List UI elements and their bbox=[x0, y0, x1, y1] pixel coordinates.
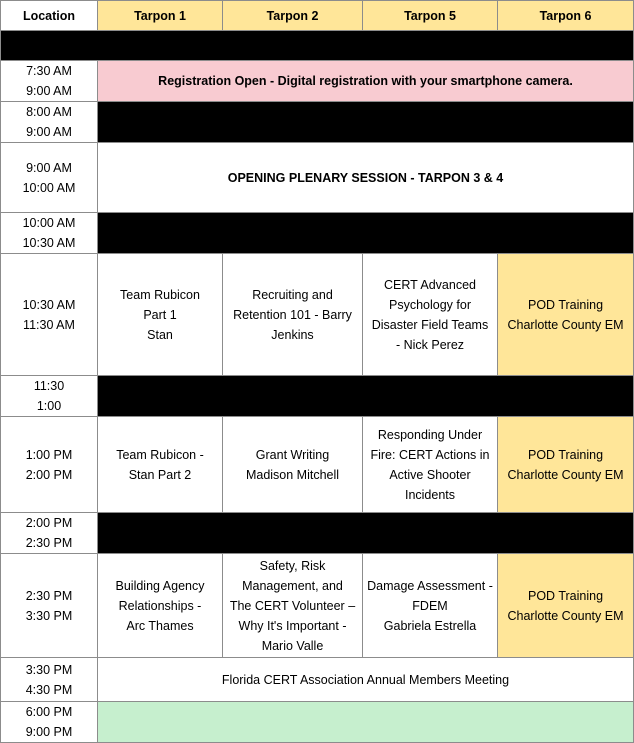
session-line: Relationships - bbox=[118, 598, 202, 613]
session-cell-tarpon-1 bbox=[98, 254, 223, 376]
end-time: 2:00 PM bbox=[25, 467, 73, 482]
start-time: 6:00 PM bbox=[25, 705, 73, 719]
room-header-tarpon-2: Tarpon 2 bbox=[223, 1, 363, 31]
session-cell-tarpon-5 bbox=[363, 554, 498, 658]
end-time: 4:30 PM bbox=[25, 682, 73, 697]
session-line: FDEM bbox=[412, 598, 448, 613]
time-cell bbox=[1, 658, 98, 702]
session-line: Disaster Field Teams bbox=[371, 317, 489, 332]
room-header-tarpon-6: Tarpon 6 bbox=[498, 1, 634, 31]
session-line: Jenkins bbox=[271, 327, 314, 342]
session-line: Incidents bbox=[404, 487, 456, 502]
time-cell bbox=[1, 61, 98, 102]
session-line: Part 1 bbox=[143, 307, 177, 322]
session-line: Team Rubicon - bbox=[116, 447, 204, 462]
session-cell-tarpon-2 bbox=[223, 254, 363, 376]
session-line: POD Training bbox=[527, 297, 604, 312]
session-line: Stan bbox=[147, 327, 173, 342]
start-time: 2:30 PM bbox=[25, 588, 73, 603]
session-line: Team Rubicon bbox=[120, 287, 200, 302]
session-line: CERT Advanced bbox=[384, 277, 476, 292]
session-line: Why It's Important - bbox=[238, 618, 347, 633]
session-line: POD Training bbox=[527, 447, 604, 462]
members-meeting-cell: Florida CERT Association Annual Members Meeting bbox=[98, 658, 634, 702]
start-time: 3:30 PM bbox=[25, 662, 73, 677]
session-line: Responding Under bbox=[377, 427, 483, 442]
coffee-row bbox=[1, 102, 634, 143]
session-line: Psychology for bbox=[389, 297, 471, 312]
session-row-3 bbox=[1, 554, 634, 658]
time-cell bbox=[1, 213, 98, 254]
location-header: Location bbox=[1, 1, 98, 31]
session-line: Safety, Risk bbox=[259, 558, 326, 573]
session-line: - Nick Perez bbox=[395, 337, 465, 352]
members-meeting-row bbox=[1, 658, 634, 702]
plenary-session-cell: OPENING PLENARY SESSION - TARPON 3 & 4 bbox=[98, 143, 634, 213]
end-time: 9:00 AM bbox=[26, 125, 72, 139]
end-time: 9:00 AM bbox=[26, 84, 72, 98]
room-header-tarpon-5: Tarpon 5 bbox=[363, 1, 498, 31]
end-time: 2:30 PM bbox=[25, 536, 73, 550]
plenary-row bbox=[1, 143, 634, 213]
session-line: Building Agency bbox=[115, 578, 205, 593]
registration-banner: Registration Open - Digital registration with your smartphone camera. bbox=[98, 61, 634, 102]
session-line: Fire: CERT Actions in bbox=[370, 447, 490, 462]
coffee-break-banner: COFFEE BREAK bbox=[98, 102, 634, 143]
session-row-1 bbox=[1, 254, 634, 376]
session-line: Recruiting and bbox=[252, 287, 333, 302]
time-cell bbox=[1, 376, 98, 417]
session-line: Gabriela Estrella bbox=[383, 618, 477, 633]
session-line: Mario Valle bbox=[261, 638, 324, 653]
session-cell-tarpon-6 bbox=[498, 254, 634, 376]
session-line: Retention 101 - Barry bbox=[233, 307, 352, 322]
time-cell bbox=[1, 417, 98, 513]
session-cell-tarpon-1 bbox=[98, 417, 223, 513]
start-time: 11:30 bbox=[33, 379, 65, 393]
time-cell bbox=[1, 554, 98, 658]
end-time: 10:00 AM bbox=[22, 180, 76, 195]
start-time: 2:00 PM bbox=[25, 516, 73, 530]
session-row-2 bbox=[1, 417, 634, 513]
evening-row bbox=[1, 702, 634, 743]
end-time: 9:00 PM bbox=[25, 725, 73, 739]
start-time: 10:00 AM bbox=[22, 216, 76, 230]
session-line: Charlotte County EM bbox=[507, 608, 624, 623]
session-line: The CERT Volunteer – bbox=[229, 598, 356, 613]
session-line: POD Training bbox=[527, 588, 604, 603]
end-time: 11:30 AM bbox=[23, 317, 75, 332]
session-cell-tarpon-1 bbox=[98, 554, 223, 658]
start-time: 8:00 AM bbox=[26, 105, 72, 119]
session-line: Arc Thames bbox=[126, 618, 194, 633]
session-cell-tarpon-2 bbox=[223, 554, 363, 658]
start-time: 7:30 AM bbox=[26, 64, 72, 78]
session-cell-tarpon-6 bbox=[498, 417, 634, 513]
session-line: Damage Assessment - bbox=[367, 578, 493, 593]
session-line: Madison Mitchell bbox=[245, 467, 340, 482]
registration-row bbox=[1, 61, 634, 102]
session-cell-tarpon-6 bbox=[498, 554, 634, 658]
end-time: 10:30 AM bbox=[22, 236, 76, 250]
time-cell bbox=[1, 702, 98, 743]
session-cell-tarpon-5 bbox=[363, 254, 498, 376]
session-cell-tarpon-5 bbox=[363, 417, 498, 513]
time-cell bbox=[1, 143, 98, 213]
day-banner: THURSDAY, AUGUST 14, 2025 bbox=[1, 31, 634, 61]
exhibitors-break-banner: EXHIBITERS BREAK - Check Out Our Vendors bbox=[98, 513, 634, 554]
room-header-tarpon-1: Tarpon 1 bbox=[98, 1, 223, 31]
evening-event-cell bbox=[98, 702, 634, 743]
lunch-banner: LUNCH ON YOUR OWN bbox=[98, 376, 634, 417]
start-time: 1:00 PM bbox=[25, 447, 73, 462]
time-cell bbox=[1, 513, 98, 554]
header-row bbox=[1, 1, 634, 31]
exhibitors-break-banner: EXHIBITERS BREAK - Check Out Our Vendors bbox=[98, 213, 634, 254]
session-cell-tarpon-2 bbox=[223, 417, 363, 513]
session-line: Charlotte County EM bbox=[507, 467, 624, 482]
session-line: Active Shooter bbox=[389, 467, 471, 482]
session-line: Stan Part 2 bbox=[128, 467, 192, 482]
end-time: 3:30 PM bbox=[25, 608, 73, 623]
time-cell bbox=[1, 254, 98, 376]
end-time: 1:00 bbox=[36, 399, 62, 413]
start-time: 10:30 AM bbox=[22, 297, 76, 312]
session-line: Charlotte County EM bbox=[507, 317, 624, 332]
exhibitors-break-row bbox=[1, 213, 634, 254]
start-time: 9:00 AM bbox=[26, 160, 72, 175]
exhibitors-break-row bbox=[1, 513, 634, 554]
session-line: Grant Writing bbox=[255, 447, 330, 462]
time-cell bbox=[1, 102, 98, 143]
session-line: Management, and bbox=[242, 578, 343, 593]
lunch-row bbox=[1, 376, 634, 417]
day-banner-row bbox=[1, 31, 634, 61]
